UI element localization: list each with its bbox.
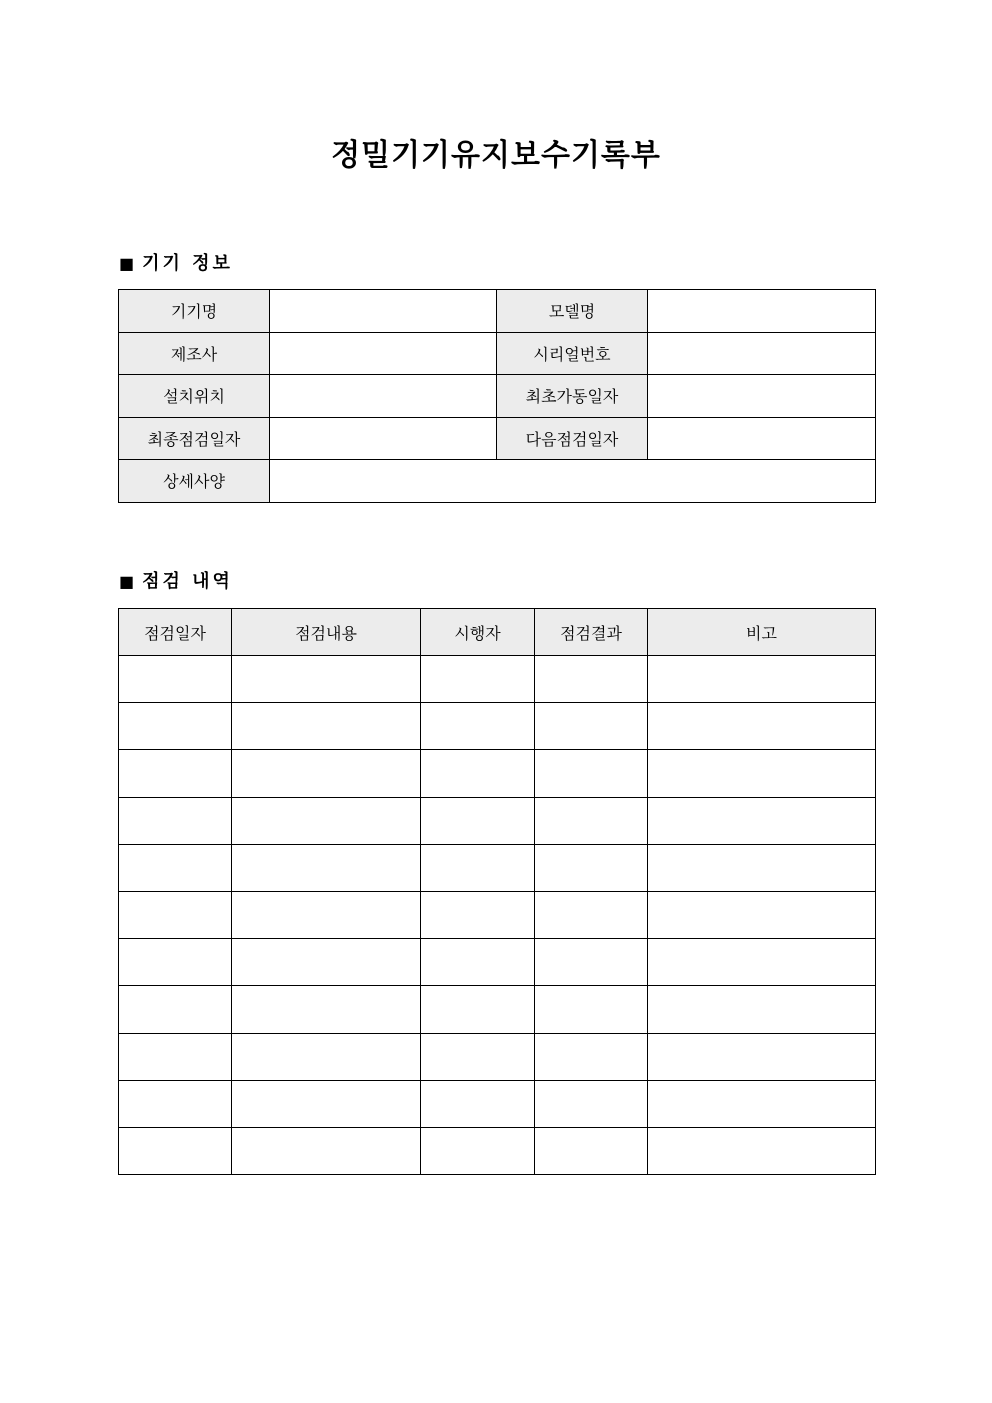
table-cell[interactable]: [648, 1127, 876, 1174]
table-cell[interactable]: [232, 750, 421, 797]
equipment-info-row: [119, 375, 876, 418]
table-cell[interactable]: [232, 656, 421, 703]
field-value[interactable]: [270, 417, 497, 460]
column-header: 비고: [648, 609, 876, 656]
table-cell[interactable]: [232, 891, 421, 938]
table-cell[interactable]: [421, 656, 535, 703]
table-row: [119, 1127, 876, 1174]
equipment-info-row: [119, 332, 876, 375]
table-cell[interactable]: [648, 1033, 876, 1080]
table-cell[interactable]: [421, 797, 535, 844]
table-cell[interactable]: [119, 703, 232, 750]
table-cell[interactable]: [648, 656, 876, 703]
table-row: [119, 656, 876, 703]
table-cell[interactable]: [421, 1127, 535, 1174]
field-label: 최종점검일자: [119, 417, 270, 460]
table-cell[interactable]: [535, 750, 648, 797]
equipment-info-row: [119, 460, 876, 503]
square-bullet-icon: ■: [119, 572, 135, 591]
field-label: 상세사양: [119, 460, 270, 503]
equipment-info-heading-text: 기기 정보: [142, 253, 233, 274]
inspection-history-heading: [119, 570, 233, 594]
field-label: 기기명: [119, 290, 270, 333]
table-cell[interactable]: [119, 1127, 232, 1174]
table-cell[interactable]: [421, 891, 535, 938]
table-cell[interactable]: [119, 750, 232, 797]
table-row: [119, 844, 876, 891]
table-cell[interactable]: [119, 656, 232, 703]
equipment-info-row: [119, 417, 876, 460]
table-row: [119, 750, 876, 797]
inspection-history-table: [118, 608, 876, 1175]
table-cell[interactable]: [535, 939, 648, 986]
column-header: 점검내용: [232, 609, 421, 656]
table-cell[interactable]: [421, 844, 535, 891]
field-label: 시리얼번호: [497, 332, 648, 375]
table-cell[interactable]: [232, 939, 421, 986]
table-row: [119, 986, 876, 1033]
table-cell[interactable]: [232, 703, 421, 750]
field-label: 설치위치: [119, 375, 270, 418]
field-value[interactable]: [270, 332, 497, 375]
table-cell[interactable]: [421, 1033, 535, 1080]
table-cell[interactable]: [648, 986, 876, 1033]
table-cell[interactable]: [535, 1033, 648, 1080]
table-cell[interactable]: [232, 844, 421, 891]
equipment-info-table: [118, 289, 876, 503]
table-cell[interactable]: [648, 797, 876, 844]
table-cell[interactable]: [421, 750, 535, 797]
table-row: [119, 1080, 876, 1127]
table-cell[interactable]: [232, 1127, 421, 1174]
field-label: 최초가동일자: [497, 375, 648, 418]
table-cell[interactable]: [648, 703, 876, 750]
table-cell[interactable]: [535, 986, 648, 1033]
table-cell[interactable]: [119, 986, 232, 1033]
field-value[interactable]: [270, 375, 497, 418]
inspection-history-heading-text: 점검 내역: [142, 571, 233, 592]
table-cell[interactable]: [648, 939, 876, 986]
field-label: 다음점검일자: [497, 417, 648, 460]
table-cell[interactable]: [648, 1080, 876, 1127]
column-header: 점검결과: [535, 609, 648, 656]
table-cell[interactable]: [119, 939, 232, 986]
table-cell[interactable]: [119, 1033, 232, 1080]
table-row: [119, 1033, 876, 1080]
table-cell[interactable]: [119, 891, 232, 938]
table-cell[interactable]: [535, 703, 648, 750]
inspection-header-row: [119, 609, 876, 656]
field-value[interactable]: [648, 417, 876, 460]
column-header: 시행자: [421, 609, 535, 656]
field-value[interactable]: [648, 332, 876, 375]
field-value[interactable]: [648, 375, 876, 418]
table-cell[interactable]: [119, 844, 232, 891]
table-cell[interactable]: [421, 986, 535, 1033]
table-cell[interactable]: [648, 844, 876, 891]
table-cell[interactable]: [232, 1033, 421, 1080]
field-value[interactable]: [648, 290, 876, 333]
field-label: 모델명: [497, 290, 648, 333]
field-value[interactable]: [270, 290, 497, 333]
table-cell[interactable]: [421, 939, 535, 986]
table-cell[interactable]: [232, 1080, 421, 1127]
table-row: [119, 703, 876, 750]
table-cell[interactable]: [421, 703, 535, 750]
table-cell[interactable]: [535, 656, 648, 703]
table-cell[interactable]: [421, 1080, 535, 1127]
table-cell[interactable]: [648, 750, 876, 797]
square-bullet-icon: ■: [119, 254, 135, 273]
document-title: 정밀기기유지보수기록부: [331, 138, 661, 173]
table-cell[interactable]: [232, 986, 421, 1033]
equipment-info-heading: [119, 252, 233, 276]
table-cell[interactable]: [535, 797, 648, 844]
table-row: [119, 891, 876, 938]
column-header: 점검일자: [119, 609, 232, 656]
field-label: 제조사: [119, 332, 270, 375]
table-row: [119, 797, 876, 844]
table-cell[interactable]: [648, 891, 876, 938]
table-cell[interactable]: [232, 797, 421, 844]
table-cell[interactable]: [535, 1080, 648, 1127]
table-cell[interactable]: [535, 1127, 648, 1174]
field-value[interactable]: [270, 460, 876, 503]
table-cell[interactable]: [119, 797, 232, 844]
table-cell[interactable]: [535, 844, 648, 891]
equipment-info-row: [119, 290, 876, 333]
table-row: [119, 939, 876, 986]
table-cell[interactable]: [535, 891, 648, 938]
table-cell[interactable]: [119, 1080, 232, 1127]
